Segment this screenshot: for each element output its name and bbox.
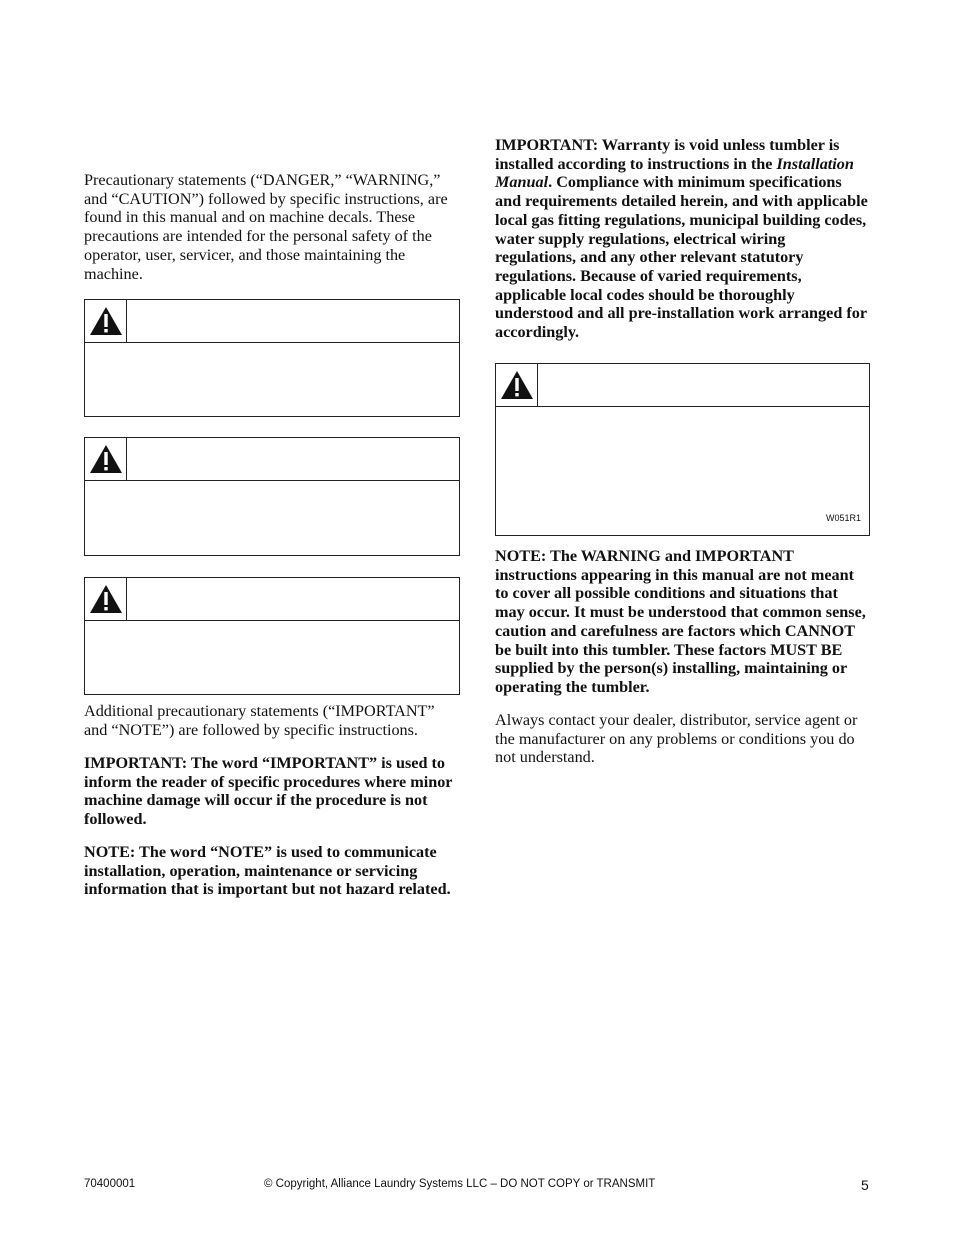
caution-box-header — [85, 578, 459, 621]
warning-box-header — [85, 438, 459, 481]
additional-paragraph: Additional precautionary statements (“IMPORTANT” and “NOTE”) are followed by specific instructions. — [84, 702, 435, 739]
note-warning-paragraph: NOTE: The WARNING and IMPORTANT instructions appearing in this manual are not meant to cover all possible conditions and situations that may occur. It must be understood that common sense, caution and carefulness are factors which CANNOT be built into this tumbler. These factors MUST BE supplied by the person(s) installing, maintaining or operating the tumbler. — [495, 547, 866, 696]
footer-page-number: 5 — [861, 1177, 869, 1193]
installation-manual-title: Installation Manual — [495, 154, 854, 192]
warning-triangle-icon — [496, 364, 538, 406]
contact-paragraph: Always contact your dealer, distributor, service agent or the manufacturer on any problems or conditions you do not understand. — [495, 711, 858, 767]
intro-paragraph: Precautionary statements (“DANGER,” “WARNING,” and “CAUTION”) followed by specific instructions, are found in this manual and on machine decals. These precautions are intended for the personal safety of the operator, user, servicer, and those maintaining the machine. — [84, 171, 448, 283]
caution-box — [84, 577, 460, 695]
warranty-prefix: IMPORTANT: Warranty is void unless tumbler is installed according to instructions in the — [495, 136, 840, 173]
important-definition: IMPORTANT: The word “IMPORTANT” is used to inform the reader of specific procedures where minor machine damage will occur if the procedure is not followed. — [84, 754, 453, 829]
warning-triangle-icon — [85, 578, 127, 620]
danger-box — [84, 299, 460, 417]
footer-copyright: © Copyright, Alliance Laundry Systems LLC – DO NOT COPY or TRANSMIT — [264, 1178, 656, 1190]
warranty-suffix: . Compliance with minimum specifications and requirements detailed herein, and with applicable local gas fitting regulations, municipal building codes, water supply regulations, electrical wiring regulations, and any other relevant statutory regulations. Because of varied requirements, applicable local codes should be thoroughly understood and all pre-installation work arranged for accordingly. — [495, 173, 868, 342]
installation-warning-box — [495, 363, 870, 536]
warranty-paragraph — [495, 136, 870, 342]
installation-warning-header — [496, 364, 869, 407]
note-definition: NOTE: The word “NOTE” is used to communicate installation, operation, maintenance or servicing information that is important but not hazard related. — [84, 843, 451, 899]
warning-triangle-icon — [85, 438, 127, 480]
warning-code: W051R1 — [825, 513, 861, 523]
danger-box-header — [85, 300, 459, 343]
footer-doc-number: 70400001 — [84, 1178, 136, 1190]
warning-triangle-icon — [85, 300, 127, 342]
warning-box — [84, 437, 460, 556]
